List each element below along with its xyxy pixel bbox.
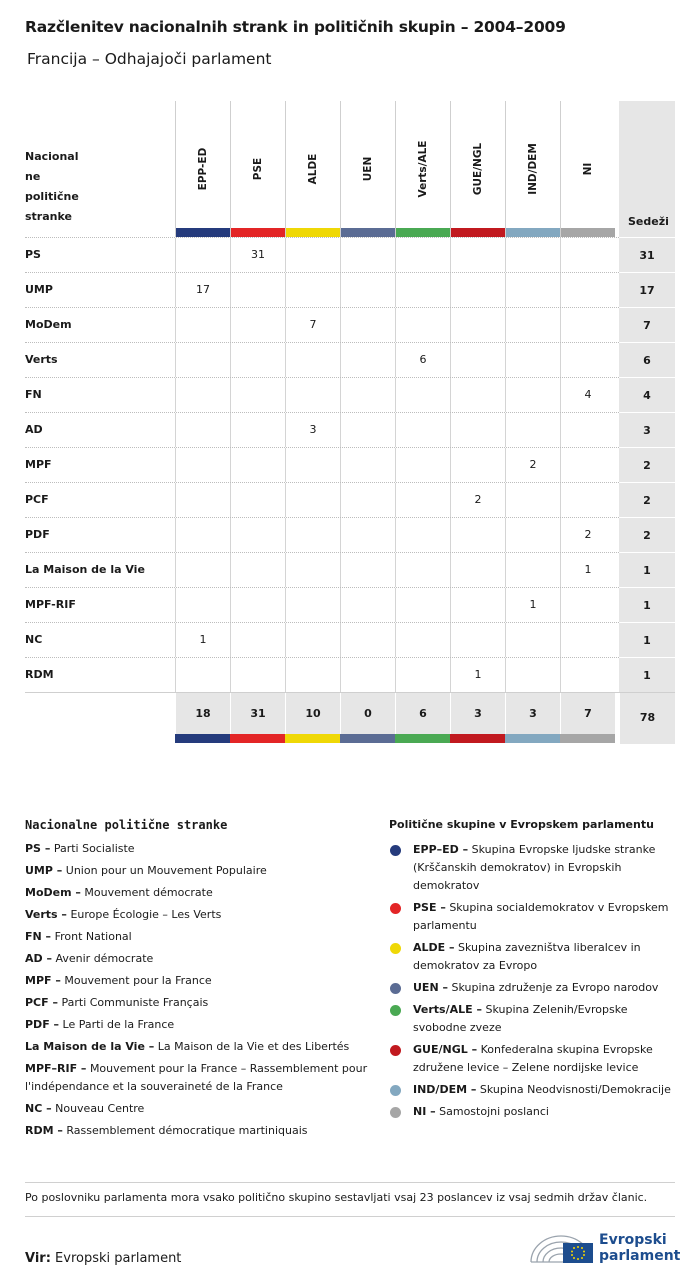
- seat-cell: [285, 273, 340, 307]
- seat-cell: [285, 483, 340, 517]
- table-row: [25, 377, 675, 412]
- group-color-dot-icon: [390, 903, 401, 914]
- political-groups-legend: [389, 818, 679, 1125]
- page-title: Razčlenitev nacionalnih strank in političnih skupin – 2004–2009: [25, 18, 566, 36]
- seat-cell: [340, 588, 395, 622]
- seat-cell: [560, 308, 615, 342]
- seat-cell: [175, 308, 230, 342]
- seats-column-header: [619, 101, 675, 237]
- national-parties-legend: [25, 818, 375, 1144]
- seats-label: Sedeži: [628, 215, 669, 228]
- legend-item: [25, 994, 375, 1012]
- group-color-bar: [285, 734, 340, 743]
- seat-cell: [395, 623, 450, 657]
- table-row: [25, 482, 675, 517]
- legend-abbr: PCF –: [25, 996, 58, 1009]
- seat-cell: [230, 483, 285, 517]
- seat-cell: [505, 343, 560, 377]
- column-header: [395, 101, 450, 237]
- column-header-label: UEN: [362, 156, 374, 182]
- legend-item: [25, 840, 375, 858]
- group-total: 10: [285, 693, 340, 734]
- row-header-label: [25, 147, 85, 227]
- column-header: [230, 101, 285, 237]
- row-total: 7: [619, 307, 675, 342]
- seat-cell: [395, 238, 450, 272]
- group-color-dot-icon: [390, 1045, 401, 1056]
- seat-cell: [505, 623, 560, 657]
- seat-cell: 7: [285, 308, 340, 342]
- legend-abbr: EPP–ED –: [413, 843, 469, 856]
- legend-abbr: RDM –: [25, 1124, 63, 1137]
- seat-cell: [450, 413, 505, 447]
- seat-cell: [395, 483, 450, 517]
- legend-name: Nouveau Centre: [55, 1102, 145, 1115]
- seat-cell: [395, 378, 450, 412]
- column-header-label: ALDE: [307, 153, 319, 185]
- table-row: [25, 622, 675, 657]
- seat-cell: [395, 553, 450, 587]
- legend-name: Samostojni poslanci: [439, 1105, 549, 1118]
- seat-cell: [560, 483, 615, 517]
- group-color-bar: [341, 228, 395, 237]
- legend-name: La Maison de la Vie et des Libertés: [157, 1040, 350, 1053]
- group-color-dot-icon: [390, 1107, 401, 1118]
- party-name: MPF: [25, 458, 52, 471]
- european-parliament-logo: [529, 1226, 679, 1270]
- seat-cell: [340, 553, 395, 587]
- legend-abbr: UEN –: [413, 981, 448, 994]
- legend-name: Europe Écologie – Les Verts: [70, 908, 222, 921]
- seat-cell: [505, 308, 560, 342]
- legend-item: [389, 841, 679, 895]
- seat-cell: [395, 448, 450, 482]
- seat-cell: [450, 273, 505, 307]
- seat-cell: [505, 273, 560, 307]
- legend-name: Skupina združenje za Evropo narodov: [451, 981, 659, 994]
- seat-cell: [340, 448, 395, 482]
- column-header: [340, 101, 395, 237]
- table-row: [25, 657, 675, 692]
- row-header-line: Nacional: [25, 150, 79, 163]
- source-value: Evropski parlament: [55, 1251, 182, 1266]
- group-color-bar: [396, 228, 450, 237]
- group-color-bar: [340, 734, 395, 743]
- seat-cell: 6: [395, 343, 450, 377]
- seat-cell: 1: [175, 623, 230, 657]
- source-line: [25, 1251, 181, 1266]
- seat-cell: [285, 553, 340, 587]
- legend-name: Rassemblement démocratique martiniquais: [66, 1124, 308, 1137]
- seat-cell: [175, 343, 230, 377]
- logo-text-line1: Evropski: [599, 1232, 667, 1248]
- seat-cell: [395, 658, 450, 692]
- seat-cell: 2: [560, 518, 615, 552]
- legend-name: Parti Communiste Français: [61, 996, 209, 1009]
- seat-cell: [450, 308, 505, 342]
- seat-cell: [285, 378, 340, 412]
- divider: [25, 1216, 675, 1217]
- legend-item: [389, 1081, 679, 1099]
- legend-name: Skupina Zelenih/Evropske svobodne zveze: [413, 1003, 628, 1034]
- column-header-label: NI: [582, 162, 594, 176]
- party-name: PS: [25, 248, 41, 261]
- seat-cell: [230, 273, 285, 307]
- table-row: [25, 342, 675, 377]
- legend-name: Front National: [54, 930, 132, 943]
- footnote: Po poslovniku parlamenta mora vsako politično skupino sestavljati vsaj 23 poslancev iz vsaj sedmih držav članic.: [25, 1191, 648, 1204]
- group-color-bar: [450, 734, 505, 743]
- table-row: [25, 447, 675, 482]
- seat-cell: [285, 518, 340, 552]
- legend-name: Skupina socialdemokratov v Evropskem parlamentu: [413, 901, 669, 932]
- row-total: 1: [619, 622, 675, 657]
- seat-cell: [450, 343, 505, 377]
- seat-cell: [230, 413, 285, 447]
- seat-cell: [230, 623, 285, 657]
- seat-cell: 2: [505, 448, 560, 482]
- row-header-line: stranke: [25, 210, 72, 223]
- legend-abbr: La Maison de la Vie –: [25, 1040, 155, 1053]
- legend-item: [389, 939, 679, 975]
- seats-table: [25, 101, 675, 743]
- seat-cell: [175, 518, 230, 552]
- seat-cell: [505, 518, 560, 552]
- legend-item: [25, 906, 375, 924]
- group-color-bar: [230, 734, 285, 743]
- group-color-bar: [231, 228, 285, 237]
- grand-total: 78: [619, 693, 675, 744]
- seat-cell: 1: [450, 658, 505, 692]
- seat-cell: [340, 413, 395, 447]
- legend-item: [389, 1001, 679, 1037]
- seat-cell: [285, 448, 340, 482]
- legend-item: [389, 899, 679, 935]
- legend-item: [389, 1041, 679, 1077]
- group-color-bar: [286, 228, 340, 237]
- seat-cell: [175, 238, 230, 272]
- legend-name: Le Parti de la France: [62, 1018, 175, 1031]
- seat-cell: 3: [285, 413, 340, 447]
- party-name: FN: [25, 388, 42, 401]
- table-row: [25, 412, 675, 447]
- seat-cell: [230, 588, 285, 622]
- group-total: 0: [340, 693, 395, 734]
- seat-cell: [230, 518, 285, 552]
- column-header-label: EPP-ED: [197, 147, 209, 191]
- group-total: 3: [450, 693, 505, 734]
- legend-abbr: AD –: [25, 952, 52, 965]
- seat-cell: [230, 658, 285, 692]
- table-row: [25, 517, 675, 552]
- seat-cell: [340, 518, 395, 552]
- seat-cell: [395, 308, 450, 342]
- legend-name: Mouvement pour la France: [64, 974, 212, 987]
- seat-cell: 1: [560, 553, 615, 587]
- group-total: 6: [395, 693, 450, 734]
- seat-cell: [560, 658, 615, 692]
- seat-cell: 31: [230, 238, 285, 272]
- divider: [25, 1182, 675, 1183]
- seat-cell: [230, 378, 285, 412]
- seat-cell: [175, 588, 230, 622]
- column-header-label: PSE: [252, 157, 264, 181]
- seat-cell: [285, 623, 340, 657]
- group-color-dot-icon: [390, 1085, 401, 1096]
- seat-cell: [230, 448, 285, 482]
- seat-cell: [340, 483, 395, 517]
- row-total: 3: [619, 412, 675, 447]
- group-color-bar: [561, 228, 615, 237]
- table-row: [25, 237, 675, 272]
- legend-name: Avenir démocrate: [55, 952, 154, 965]
- legend-abbr: Verts –: [25, 908, 67, 921]
- legend-abbr: PSE –: [413, 901, 446, 914]
- legend-item: [25, 1016, 375, 1034]
- party-name: AD: [25, 423, 43, 436]
- column-header: [450, 101, 505, 237]
- party-name: La Maison de la Vie: [25, 563, 145, 576]
- seat-cell: 1: [505, 588, 560, 622]
- seat-cell: [285, 658, 340, 692]
- legend-name: Skupina zavezništva liberalcev in demokratov za Evropo: [413, 941, 641, 972]
- seat-cell: 2: [450, 483, 505, 517]
- political-groups-legend-title: Politične skupine v Evropskem parlamentu: [389, 818, 654, 831]
- seat-cell: [560, 343, 615, 377]
- legend-abbr: ALDE –: [413, 941, 455, 954]
- seat-cell: [560, 623, 615, 657]
- table-row: [25, 272, 675, 307]
- table-header: [25, 101, 675, 237]
- totals-row: [25, 692, 675, 743]
- seat-cell: [230, 553, 285, 587]
- legend-name: Mouvement pour la France – Rassemblement pour l'indépendance et la souveraineté de la France: [25, 1062, 368, 1093]
- table-row: [25, 552, 675, 587]
- seat-cell: [395, 518, 450, 552]
- legend-abbr: FN –: [25, 930, 52, 943]
- seat-cell: [340, 273, 395, 307]
- seat-cell: [560, 448, 615, 482]
- seat-cell: [340, 623, 395, 657]
- row-total: 1: [619, 587, 675, 622]
- row-total: 17: [619, 272, 675, 307]
- legend-item: [389, 979, 679, 997]
- row-total: 31: [619, 237, 675, 272]
- column-header-label: Verts/ALE: [417, 140, 429, 198]
- group-color-bar: [176, 228, 230, 237]
- group-total: 31: [230, 693, 285, 734]
- legend-item: [25, 1038, 375, 1056]
- seat-cell: [560, 238, 615, 272]
- seat-cell: [285, 588, 340, 622]
- seat-cell: [395, 588, 450, 622]
- seat-cell: 4: [560, 378, 615, 412]
- group-color-bar: [505, 734, 560, 743]
- party-name: Verts: [25, 353, 58, 366]
- legend-abbr: PS –: [25, 842, 51, 855]
- column-header: [175, 101, 230, 237]
- seat-cell: [285, 238, 340, 272]
- legend-abbr: UMP –: [25, 864, 63, 877]
- party-name: PDF: [25, 528, 50, 541]
- seat-cell: [505, 553, 560, 587]
- seat-cell: [505, 378, 560, 412]
- row-header-line: politične: [25, 190, 79, 203]
- column-header-label: IND/DEM: [527, 143, 539, 195]
- legend-name: Skupina Neodvisnosti/Demokracije: [479, 1083, 671, 1096]
- row-total: 1: [619, 552, 675, 587]
- page-subtitle: Francija – Odhajajoči parlament: [27, 50, 272, 68]
- column-header-label: GUE/NGL: [472, 142, 484, 196]
- legend-item: [389, 1103, 679, 1121]
- legend-name: Konfederalna skupina Evropske združene levice – Zelene nordijske levice: [413, 1043, 653, 1074]
- group-color-bar: [451, 228, 505, 237]
- seat-cell: [175, 553, 230, 587]
- legend-name: Parti Socialiste: [53, 842, 135, 855]
- seat-cell: [340, 378, 395, 412]
- seat-cell: [560, 273, 615, 307]
- legend-item: [25, 972, 375, 990]
- seat-cell: [340, 343, 395, 377]
- legend-item: [25, 884, 375, 902]
- seat-cell: [340, 308, 395, 342]
- legend-abbr: NI –: [413, 1105, 436, 1118]
- legend-item: [25, 1100, 375, 1118]
- legend-item: [25, 928, 375, 946]
- seat-cell: [230, 308, 285, 342]
- group-color-bar: [395, 734, 450, 743]
- row-total: 6: [619, 342, 675, 377]
- party-name: MPF-RIF: [25, 598, 76, 611]
- column-header: [505, 101, 560, 237]
- logo-text: [599, 1232, 680, 1264]
- row-total: 2: [619, 517, 675, 552]
- seat-cell: [395, 413, 450, 447]
- legend-abbr: MoDem –: [25, 886, 81, 899]
- seat-cell: [175, 448, 230, 482]
- seat-cell: [175, 483, 230, 517]
- seat-cell: [340, 658, 395, 692]
- table-row: [25, 587, 675, 622]
- row-total: 1: [619, 657, 675, 692]
- group-color-bar: [506, 228, 560, 237]
- group-color-dot-icon: [390, 983, 401, 994]
- row-total: 2: [619, 482, 675, 517]
- seat-cell: [505, 238, 560, 272]
- seat-cell: [285, 343, 340, 377]
- seat-cell: [450, 378, 505, 412]
- legend-abbr: IND/DEM –: [413, 1083, 477, 1096]
- seat-cell: [175, 413, 230, 447]
- seat-cell: [450, 238, 505, 272]
- seat-cell: [175, 658, 230, 692]
- seat-cell: [230, 343, 285, 377]
- legend-abbr: MPF–RIF –: [25, 1062, 87, 1075]
- party-name: UMP: [25, 283, 53, 296]
- seat-cell: [450, 553, 505, 587]
- legend-name: Skupina Evropske ljudske stranke (Krščanskih demokratov) in Evropskih demokratov: [413, 843, 656, 892]
- legend-abbr: Verts/ALE –: [413, 1003, 482, 1016]
- party-name: RDM: [25, 668, 54, 681]
- seat-cell: [560, 588, 615, 622]
- party-name: PCF: [25, 493, 49, 506]
- group-color-bar: [175, 734, 230, 743]
- source-label: Vir:: [25, 1251, 51, 1266]
- seat-cell: [450, 518, 505, 552]
- row-total: 4: [619, 377, 675, 412]
- group-total: 7: [560, 693, 615, 734]
- legend-item: [25, 862, 375, 880]
- legend-item: [25, 950, 375, 968]
- legend-abbr: MPF –: [25, 974, 61, 987]
- group-color-dot-icon: [390, 845, 401, 856]
- seat-cell: [505, 413, 560, 447]
- group-color-dot-icon: [390, 943, 401, 954]
- legend-abbr: PDF –: [25, 1018, 60, 1031]
- seat-cell: [505, 658, 560, 692]
- party-name: MoDem: [25, 318, 72, 331]
- column-header: [285, 101, 340, 237]
- group-total: 18: [175, 693, 230, 734]
- seat-cell: [450, 588, 505, 622]
- seat-cell: [560, 413, 615, 447]
- logo-text-line2: parlament: [599, 1248, 681, 1264]
- seat-cell: 17: [175, 273, 230, 307]
- group-color-bar: [560, 734, 615, 743]
- party-name: NC: [25, 633, 43, 646]
- seat-cell: [450, 623, 505, 657]
- row-header-line: ne: [25, 170, 41, 183]
- hemicycle-icon: [529, 1226, 597, 1270]
- row-total: 2: [619, 447, 675, 482]
- legend-abbr: GUE/NGL –: [413, 1043, 478, 1056]
- legend-abbr: NC –: [25, 1102, 52, 1115]
- legend-item: [25, 1122, 375, 1140]
- legend-item: [25, 1060, 375, 1096]
- seat-cell: [175, 378, 230, 412]
- legend-name: Mouvement démocrate: [84, 886, 213, 899]
- seat-cell: [340, 238, 395, 272]
- seat-cell: [505, 483, 560, 517]
- table-row: [25, 307, 675, 342]
- legend-name: Union pour un Mouvement Populaire: [65, 864, 267, 877]
- seat-cell: [395, 273, 450, 307]
- group-total: 3: [505, 693, 560, 734]
- column-header: [560, 101, 615, 237]
- group-color-dot-icon: [390, 1005, 401, 1016]
- seat-cell: [450, 448, 505, 482]
- national-parties-legend-title: Nacionalne politične stranke: [25, 818, 228, 832]
